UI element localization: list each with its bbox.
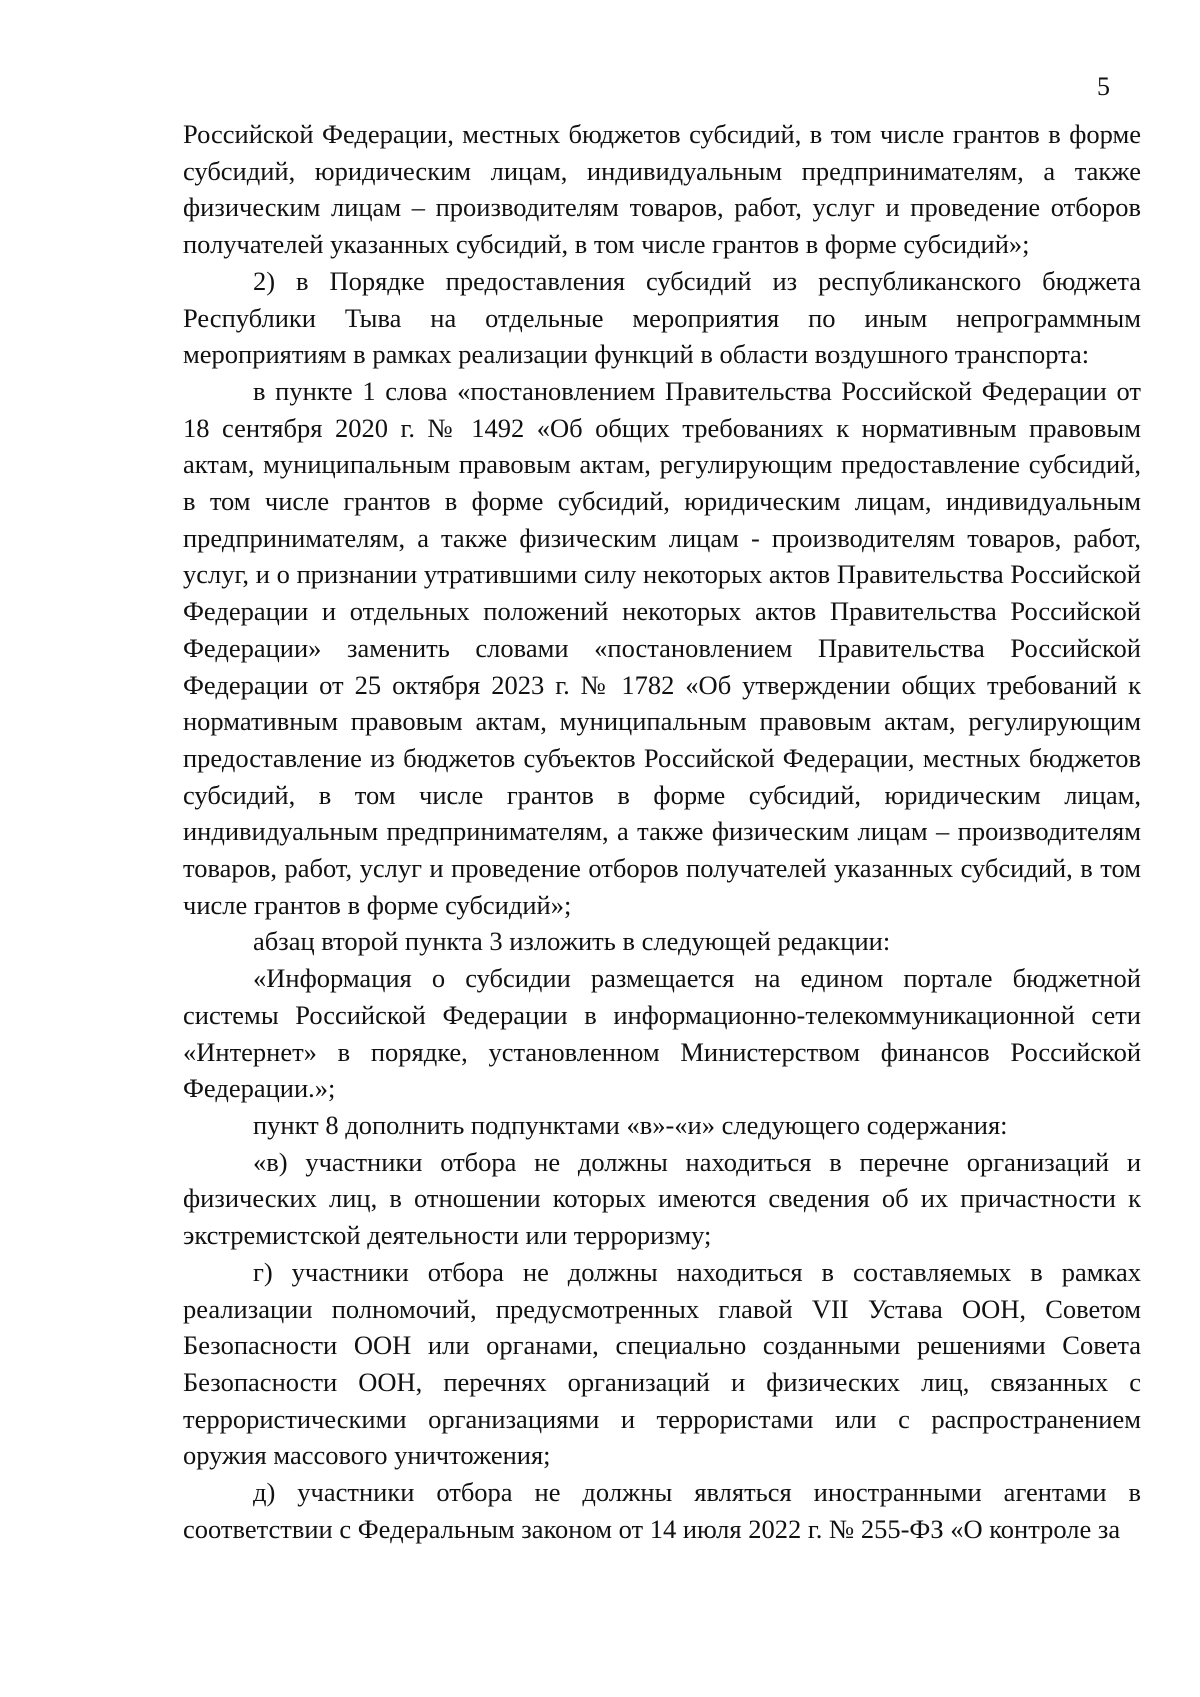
paragraph-subpoint-g: г) участники отбора не должны находиться в составляемых в рамках реализации полномочий, предусмотренных главой VII Устава ООН, Советом Безопасности ООН или органами, специально созданными решениями Совета Безопасности ООН, перечнях организаций и физических лиц, связанных с террористическими организациями и террористами или с распространением оружия массового уничтожения; bbox=[183, 1256, 1141, 1471]
paragraph-point-3-text: «Информация о субсидии размещается на едином портале бюджетной системы Российской Федерации в информационно-телекоммуникационной сети «Интернет» в порядке, установленном Министерством финансов Российской Федерации.»; bbox=[183, 963, 1141, 1104]
paragraph-point-8-intro: пункт 8 дополнить подпунктами «в»-«и» следующего содержания: bbox=[253, 1109, 1008, 1140]
paragraph-point-3-intro: абзац второй пункта 3 изложить в следующей редакции: bbox=[253, 926, 891, 957]
paragraph-continuation: Российской Федерации, местных бюджетов субсидий, в том числе грантов в форме субсидий, юридическим лицам, индивидуальным предпринимателям, а также физическим лицам – производителям товаров, работ, услуг и проведение отборов получателей указанных субсидий, в том числе грантов в форме субсидий»; bbox=[183, 119, 1141, 260]
paragraph-subpoint-v: «в) участники отбора не должны находиться в перечне организаций и физических лиц, в отношении которых имеются сведения об их причастности к экстремистской деятельности или терроризму; bbox=[183, 1146, 1141, 1251]
document-body bbox=[183, 116, 1141, 1547]
paragraph-subpoint-d: д) участники отбора не должны являться иностранными агентами в соответствии с Федеральным законом от 14 июля 2022 г. № 255-ФЗ «О контроле за bbox=[183, 1477, 1141, 1544]
paragraph-item-2: 2) в Порядке предоставления субсидий из республиканского бюджета Республики Тыва на отдельные мероприятия по иным непрограммным мероприятиям в рамках реализации функций в области воздушного транспорта: bbox=[183, 265, 1141, 370]
paragraph-point-1-amendment: в пункте 1 слова «постановлением Правительства Российской Федерации от 18 сентября 2020 г. № 1492 «Об общих требованиях к нормативным правовым актам, муниципальным правовым актам, регулирующим предоставление субсидий, в том числе грантов в форме субсидий, юридическим лицам, индивидуальным предпринимателям, а также физическим лицам - производителям товаров, работ, услуг, и о признании утратившими силу некоторых актов Правительства Российской Федерации и отдельных положений некоторых актов Правительства Российской Федерации» заменить словами «постановлением Правительства Российской Федерации от 25 октября 2023 г. № 1782 «Об утверждении общих требований к нормативным правовым актам, муниципальным правовым актам, регулирующим предоставление из бюджетов субъектов Российской Федерации, местных бюджетов субсидий, в том числе грантов в форме субсидий, юридическим лицам, индивидуальным предпринимателям, а также физическим лицам – производителям товаров, работ, услуг и проведение отборов получателей указанных субсидий, в том числе грантов в форме субсидий»; bbox=[183, 375, 1141, 920]
page-number: 5 bbox=[1097, 72, 1110, 101]
